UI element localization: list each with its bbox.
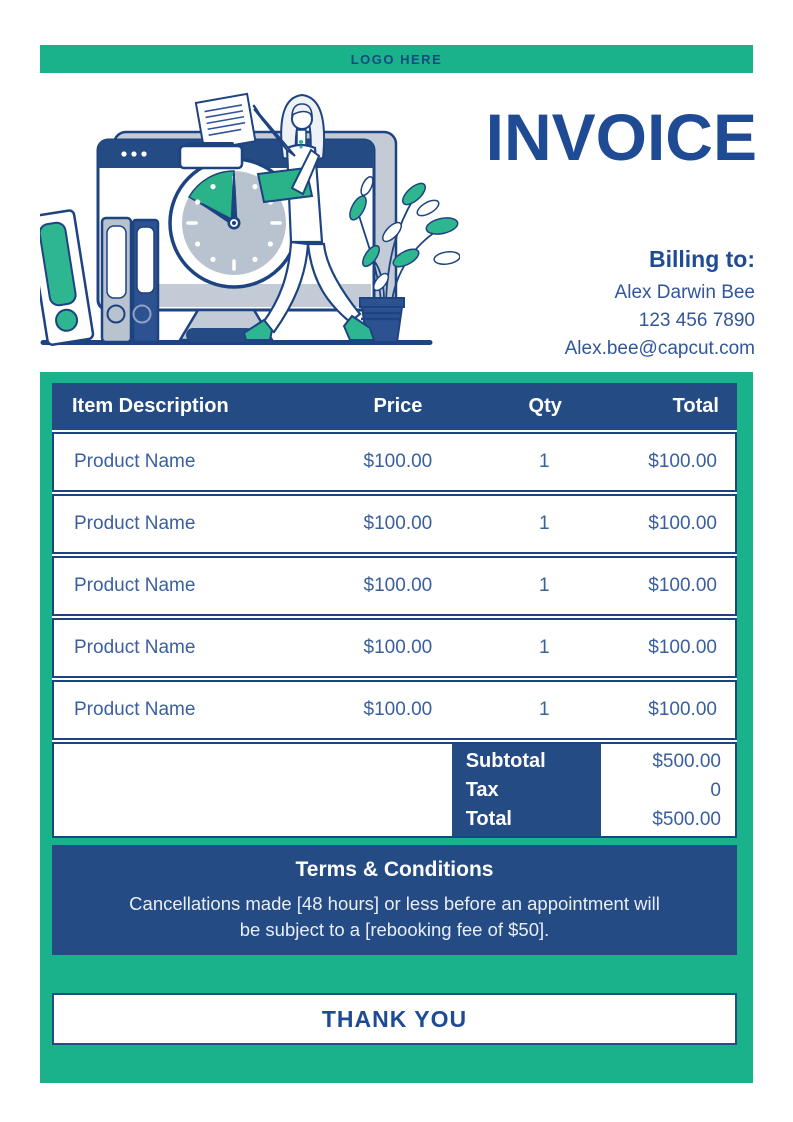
cell-desc: Product Name bbox=[74, 513, 196, 534]
billing-name: Alex Darwin Bee bbox=[614, 282, 755, 303]
cell-price: $100.00 bbox=[363, 637, 433, 658]
items-table bbox=[52, 383, 737, 838]
header-price: Price bbox=[373, 395, 423, 417]
cell-desc: Product Name bbox=[74, 575, 196, 596]
terms-title: Terms & Conditions bbox=[295, 858, 494, 881]
cell-total: $100.00 bbox=[648, 575, 717, 596]
tax-value: 0 bbox=[710, 779, 721, 801]
cell-price: $100.00 bbox=[363, 513, 433, 534]
cell-price: $100.00 bbox=[363, 699, 433, 720]
cell-qty: 1 bbox=[539, 451, 550, 472]
cell-desc: Product Name bbox=[74, 699, 196, 720]
billing-phone: 123 456 7890 bbox=[638, 310, 755, 331]
total-label: Total bbox=[465, 807, 512, 830]
billing-to-label: Billing to: bbox=[648, 246, 755, 272]
logo-placeholder-text: LOGO HERE bbox=[350, 51, 443, 67]
page-title: INVOICE bbox=[485, 100, 757, 174]
thank-you-banner bbox=[52, 993, 737, 1045]
summary-spacer bbox=[54, 744, 452, 836]
cell-total: $100.00 bbox=[648, 513, 717, 534]
terms-line: Cancellations made [48 hours] or less before an appointment will bbox=[129, 893, 660, 914]
cell-price: $100.00 bbox=[363, 575, 433, 596]
table-header-row bbox=[52, 383, 737, 430]
cell-price: $100.00 bbox=[363, 451, 433, 472]
logo-bar bbox=[40, 45, 753, 73]
table-row bbox=[52, 556, 737, 616]
cell-desc: Product Name bbox=[74, 451, 196, 472]
header-item-description: Item Description bbox=[72, 395, 229, 417]
invoice-illustration bbox=[40, 90, 460, 346]
cell-total: $100.00 bbox=[648, 451, 717, 472]
summary-labels bbox=[452, 744, 601, 836]
cell-qty: 1 bbox=[539, 575, 550, 596]
cell-qty: 1 bbox=[539, 637, 550, 658]
terms-and-conditions bbox=[52, 845, 737, 955]
subtotal-value: $500.00 bbox=[652, 750, 721, 772]
cell-desc: Product Name bbox=[74, 637, 196, 658]
cell-qty: 1 bbox=[539, 699, 550, 720]
cell-total: $100.00 bbox=[648, 699, 717, 720]
invoice-body-panel bbox=[40, 372, 753, 1083]
table-row bbox=[52, 494, 737, 554]
terms-line: be subject to a [rebooking fee of $50]. bbox=[239, 919, 550, 940]
summary-row bbox=[52, 742, 737, 838]
plant-icon bbox=[347, 175, 460, 342]
cell-total: $100.00 bbox=[648, 637, 717, 658]
table-row bbox=[52, 618, 737, 678]
summary-values bbox=[601, 744, 735, 836]
billing-email: Alex.bee@capcut.com bbox=[564, 338, 755, 359]
header-total: Total bbox=[672, 395, 719, 417]
table-row bbox=[52, 432, 737, 492]
total-value: $500.00 bbox=[652, 808, 721, 830]
subtotal-label: Subtotal bbox=[465, 749, 546, 772]
billing-block bbox=[565, 246, 755, 363]
thank-you-text: THANK YOU bbox=[321, 1005, 468, 1032]
table-row bbox=[52, 680, 737, 740]
cell-qty: 1 bbox=[539, 513, 550, 534]
tax-label: Tax bbox=[465, 778, 499, 801]
header-qty: Qty bbox=[528, 395, 562, 417]
